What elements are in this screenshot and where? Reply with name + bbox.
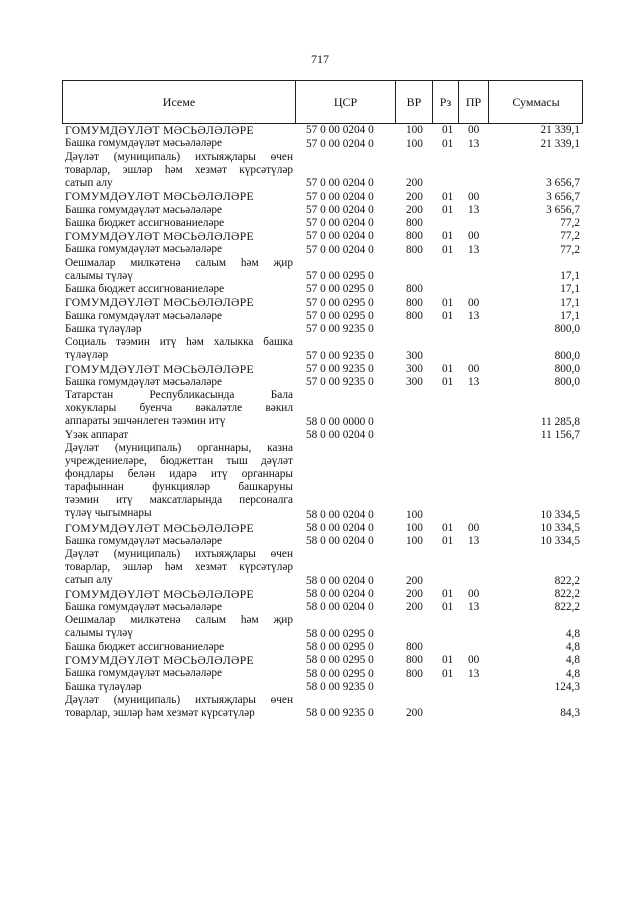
row-sum: 4,8 [565, 667, 580, 680]
row-pr: 13 [468, 667, 480, 680]
page-number: 717 [311, 52, 329, 66]
row-name-line: сатып алу [65, 574, 113, 586]
row-vr: 800 [406, 230, 423, 243]
table-row [62, 535, 583, 548]
header-rz: Рз [432, 81, 458, 123]
row-name [65, 243, 293, 256]
row-pr: 13 [468, 309, 480, 322]
table-row [62, 522, 583, 535]
row-name-line: Башка гомумдәүләт мәсьәләләре [65, 667, 223, 680]
row-name-line: Башка бюджет ассигнованиеләре [65, 640, 225, 653]
row-name-line: ГОМУМДӘҮЛӘТ МӘСЬӘЛӘЛӘРЕ [65, 190, 254, 204]
table-row [62, 614, 583, 641]
row-name [65, 217, 293, 230]
header-vr: ВР [395, 81, 432, 123]
row-vr: 800 [406, 296, 423, 309]
table-row [62, 204, 583, 217]
row-name [65, 641, 293, 654]
row-vr: 800 [406, 641, 423, 653]
row-vr: 200 [406, 588, 423, 600]
row-vr: 300 [406, 362, 423, 375]
row-name [65, 522, 293, 535]
row-sum: 17,1 [560, 283, 580, 296]
row-name-line: Социаль тәэмин итү һәм халыкка башка [65, 336, 293, 348]
row-pr: 00 [468, 190, 480, 203]
row-name [65, 257, 293, 283]
row-rz: 01 [442, 362, 454, 375]
row-vr: 100 [406, 137, 423, 150]
row-csr: 58 0 00 0295 0 [306, 654, 374, 667]
row-csr: 58 0 00 0295 0 [306, 641, 374, 653]
row-sum: 21 339,1 [540, 137, 580, 150]
row-sum: 4,8 [565, 627, 580, 640]
table-body [62, 124, 583, 720]
row-vr: 100 [406, 508, 423, 521]
table-row [62, 257, 583, 284]
row-name-line: товарлар, эшләр һәм хезмәт күрсәтүләр [65, 163, 293, 176]
row-rz: 01 [442, 376, 454, 388]
row-name [65, 681, 293, 694]
row-rz: 01 [442, 309, 454, 322]
row-name-line: Башка бюджет ассигнованиеләре [65, 283, 225, 295]
table-row [62, 376, 583, 389]
row-pr: 13 [468, 601, 480, 614]
row-csr: 58 0 00 0204 0 [306, 601, 374, 614]
header-pr: ПР [458, 81, 488, 123]
row-pr: 00 [468, 654, 480, 667]
row-name-line: ГОМУМДӘҮЛӘТ МӘСЬӘЛӘЛӘРЕ [65, 124, 254, 137]
row-sum: 4,8 [565, 654, 580, 667]
row-name-line: Оешмалар милкәтенә салым һәм җир [65, 614, 293, 627]
row-name [65, 667, 293, 680]
row-name-line: Үзәк аппарат [65, 428, 129, 441]
row-sum: 822,2 [554, 601, 580, 614]
row-sum: 10 334,5 [540, 508, 580, 521]
row-pr: 13 [468, 137, 480, 150]
row-name-line: салымы түләү [65, 269, 133, 282]
table-row [62, 283, 583, 296]
table-row [62, 588, 583, 601]
row-vr: 200 [406, 203, 423, 216]
row-csr: 57 0 00 9235 0 [306, 323, 374, 335]
row-name-line: Дәүләт (муниципаль) ихтыяҗлары өчен [65, 548, 293, 560]
row-vr: 800 [406, 283, 423, 296]
row-csr: 57 0 00 0204 0 [306, 177, 374, 190]
table-row [62, 601, 583, 614]
row-name [65, 283, 293, 296]
table-row [62, 389, 583, 429]
table-row [62, 681, 583, 694]
row-sum: 77,2 [560, 217, 580, 229]
row-name-line: Башка гомумдәүләт мәсьәләләре [65, 375, 223, 388]
row-name-line: хокуклары буенча вәкаләтле вәкил [65, 402, 293, 414]
row-name [65, 429, 293, 442]
row-name-line: ГОМУМДӘҮЛӘТ МӘСЬӘЛӘЛӘРЕ [65, 230, 254, 243]
row-name-line: Башка түләүләр [65, 680, 142, 693]
row-rz: 01 [442, 296, 454, 309]
row-csr: 57 0 00 0295 0 [306, 309, 374, 322]
row-sum: 17,1 [560, 309, 580, 322]
row-vr: 300 [406, 349, 423, 362]
row-csr: 57 0 00 9235 0 [306, 376, 374, 388]
row-csr: 57 0 00 0295 0 [306, 296, 374, 309]
row-vr: 800 [406, 243, 423, 256]
row-name [65, 230, 293, 243]
row-name-line: түләү чыгымнары [65, 507, 152, 519]
table-row [62, 336, 583, 363]
row-sum: 11 156,7 [540, 429, 580, 441]
row-vr: 800 [406, 309, 423, 322]
row-sum: 3 656,7 [546, 177, 580, 190]
row-name-line: түләүләр [65, 349, 109, 361]
row-sum: 11 285,8 [540, 415, 580, 428]
row-csr: 58 0 00 0295 0 [306, 627, 374, 640]
row-name [65, 548, 293, 587]
row-name-line: Башка гомумдәүләт мәсьәләләре [65, 601, 223, 613]
row-sum: 17,1 [560, 296, 580, 309]
row-pr: 13 [468, 535, 480, 547]
row-csr: 58 0 00 0204 0 [306, 535, 374, 547]
row-rz: 01 [442, 601, 454, 614]
row-name [65, 363, 293, 376]
row-rz: 01 [442, 124, 454, 137]
row-name-line: ГОМУМДӘҮЛӘТ МӘСЬӘЛӘЛӘРЕ [65, 587, 254, 601]
row-name [65, 137, 293, 150]
row-name-line: сатып алу [65, 176, 113, 189]
row-vr: 800 [406, 217, 423, 229]
row-pr: 13 [468, 243, 480, 256]
row-rz: 01 [442, 654, 454, 667]
row-name-line: ГОМУМДӘҮЛӘТ МӘСЬӘЛӘЛӘРЕ [65, 296, 254, 310]
row-name [65, 588, 293, 601]
row-sum: 822,2 [554, 588, 580, 600]
table-row [62, 190, 583, 203]
row-csr: 57 0 00 0204 0 [306, 137, 374, 150]
row-pr: 13 [468, 376, 480, 388]
row-csr: 57 0 00 0204 0 [306, 124, 374, 137]
row-name [65, 389, 293, 428]
table-row [62, 243, 583, 256]
row-csr: 57 0 00 0204 0 [306, 203, 374, 216]
row-name-line: товарлар, эшләр һәм хезмәт күрсәтүләр [65, 706, 255, 719]
row-pr: 13 [468, 203, 480, 216]
row-pr: 00 [468, 230, 480, 243]
row-pr: 00 [468, 296, 480, 309]
row-vr: 800 [406, 667, 423, 680]
row-name [65, 442, 293, 520]
row-name-line: Башка бюджет ассигнованиеләре [65, 216, 225, 229]
row-sum: 84,3 [560, 707, 580, 720]
row-sum: 3 656,7 [546, 203, 580, 216]
table-row [62, 363, 583, 376]
row-csr: 58 0 00 0204 0 [306, 588, 374, 600]
row-name [65, 151, 293, 190]
row-csr: 58 0 00 9235 0 [306, 707, 374, 720]
table-row [62, 124, 583, 137]
row-csr: 57 0 00 9235 0 [306, 349, 374, 362]
row-pr: 00 [468, 124, 480, 137]
table-row [62, 667, 583, 680]
row-csr: 57 0 00 0204 0 [306, 190, 374, 203]
row-sum: 77,2 [560, 230, 580, 243]
row-csr: 57 0 00 9235 0 [306, 362, 374, 375]
row-csr: 58 0 00 0295 0 [306, 667, 374, 680]
row-sum: 10 334,5 [540, 521, 580, 534]
table-row [62, 151, 583, 191]
table-row [62, 548, 583, 588]
row-name-line: тәэмин итү максатларында персоналга [65, 494, 293, 506]
row-pr: 00 [468, 588, 480, 600]
table-row [62, 310, 583, 323]
table-row [62, 137, 583, 150]
row-name-line: аппараты эшчәнлеген тәэмин итү [65, 415, 226, 427]
row-csr: 57 0 00 0204 0 [306, 217, 374, 229]
row-rz: 01 [442, 667, 454, 680]
row-name [65, 654, 293, 667]
row-name [65, 336, 293, 362]
row-vr: 200 [406, 707, 423, 720]
table-row [62, 217, 583, 230]
row-pr: 00 [468, 362, 480, 375]
table-header [62, 80, 583, 124]
row-name [65, 190, 293, 203]
row-name-line: Башка гомумдәүләт мәсьәләләре [65, 534, 223, 547]
row-name-line: ГОМУМДӘҮЛӘТ МӘСЬӘЛӘЛӘРЕ [65, 362, 254, 376]
table-row [62, 230, 583, 243]
row-name-line: ГОМУМДӘҮЛӘТ МӘСЬӘЛӘЛӘРЕ [65, 521, 254, 535]
row-name-line: Оешмалар милкәтенә салым һәм җир [65, 256, 293, 269]
row-vr: 100 [406, 124, 423, 137]
row-name-line: салымы түләү [65, 627, 133, 640]
row-csr: 57 0 00 0204 0 [306, 243, 374, 256]
row-name-line: учреждениеләре, бюджеттан тыш дәүләт [65, 455, 293, 467]
row-rz: 01 [442, 230, 454, 243]
table-row [62, 442, 583, 522]
row-sum: 800,0 [554, 362, 580, 375]
row-csr: 57 0 00 0204 0 [306, 230, 374, 243]
row-name-line: Башка гомумдәүләт мәсьәләләре [65, 137, 223, 150]
row-rz: 01 [442, 137, 454, 150]
row-sum: 800,0 [554, 349, 580, 362]
table-row [62, 641, 583, 654]
row-name-line: тарафыннан функцияләр башкаруны [65, 481, 293, 493]
row-csr: 58 0 00 0204 0 [306, 574, 374, 587]
row-name [65, 376, 293, 389]
row-sum: 17,1 [560, 270, 580, 282]
row-name [65, 204, 293, 217]
row-name-line: Башка түләүләр [65, 322, 142, 335]
row-sum: 800,0 [554, 323, 580, 335]
table-row [62, 296, 583, 309]
row-rz: 01 [442, 243, 454, 256]
table-row [62, 323, 583, 336]
row-sum: 4,8 [565, 641, 580, 653]
row-name-line: ГОМУМДӘҮЛӘТ МӘСЬӘЛӘЛӘРЕ [65, 654, 254, 667]
header-sum: Суммасы [488, 81, 583, 123]
header-name: Исеме [162, 95, 196, 109]
row-sum: 3 656,7 [546, 190, 580, 203]
row-name-line: Башка гомумдәүләт мәсьәләләре [65, 203, 223, 216]
row-csr: 58 0 00 0204 0 [306, 429, 374, 441]
row-pr: 00 [468, 521, 480, 534]
row-name [65, 296, 293, 309]
row-rz: 01 [442, 203, 454, 216]
row-vr: 200 [406, 177, 423, 190]
row-csr: 58 0 00 0204 0 [306, 508, 374, 521]
row-name-line: Башка гомумдәүләт мәсьәләләре [65, 243, 223, 256]
row-sum: 21 339,1 [540, 124, 580, 137]
row-vr: 300 [406, 376, 423, 388]
row-rz: 01 [442, 535, 454, 547]
header-csr: ЦСР [295, 81, 395, 123]
row-csr: 57 0 00 0295 0 [306, 283, 374, 296]
row-sum: 77,2 [560, 243, 580, 256]
row-vr: 200 [406, 574, 423, 587]
row-name-line: Дәүләт (муниципаль) ихтыяҗлары өчен [65, 150, 293, 163]
row-csr: 58 0 00 0204 0 [306, 521, 374, 534]
row-name [65, 614, 293, 640]
row-rz: 01 [442, 190, 454, 203]
row-name-line: товарлар, эшләр һәм хезмәт күрсәтүләр [65, 561, 293, 573]
row-csr: 57 0 00 0295 0 [306, 270, 374, 282]
row-csr: 58 0 00 0000 0 [306, 415, 374, 428]
row-vr: 200 [406, 601, 423, 614]
row-vr: 100 [406, 521, 423, 534]
row-name-line: Дәүләт (муниципаль) ихтыяҗлары өчен [65, 693, 293, 706]
row-vr: 100 [406, 535, 423, 547]
row-name [65, 535, 293, 548]
table-row [62, 429, 583, 442]
row-rz: 01 [442, 521, 454, 534]
row-sum: 822,2 [554, 574, 580, 587]
row-name-line: фондлары белән идарә итү органнары [65, 468, 293, 480]
row-name [65, 124, 293, 137]
row-vr: 800 [406, 654, 423, 667]
table-row [62, 654, 583, 667]
budget-table [62, 80, 583, 720]
row-sum: 124,3 [554, 680, 580, 693]
row-name-line: Дәүләт (муниципаль) органнары, казна [65, 442, 293, 454]
row-sum: 800,0 [554, 376, 580, 388]
row-name [65, 310, 293, 323]
row-name [65, 323, 293, 336]
row-csr: 58 0 00 9235 0 [306, 680, 374, 693]
row-name [65, 694, 293, 720]
row-vr: 200 [406, 190, 423, 203]
row-name [65, 601, 293, 614]
row-name-line: Татарстан Республикасында Бала [65, 389, 293, 401]
row-name-line: Башка гомумдәүләт мәсьәләләре [65, 309, 223, 322]
row-sum: 10 334,5 [540, 535, 580, 547]
table-row [62, 694, 583, 721]
row-rz: 01 [442, 588, 454, 600]
